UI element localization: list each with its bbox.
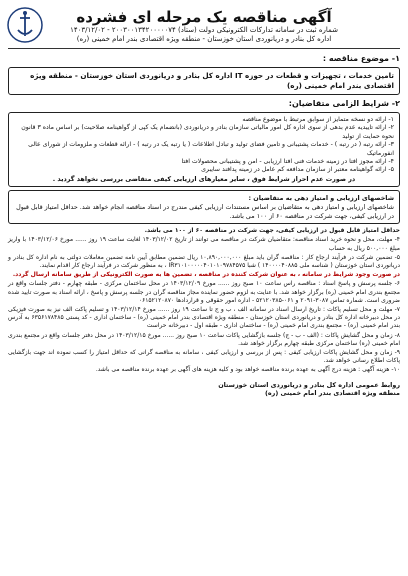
signature-line1: روابط عمومی اداره کل بنادر و دریانوردی استان خوزستان xyxy=(218,380,400,389)
paragraph-documents: ۴- مهلت، محل و نحوه خرید اسناد مناقصه: متقاضیان شرکت در مناقصه می توانند از تاریخ ۱۴۰۳/۱۲/۰۲ لغایت ساعت ۱۹ روز ...... مورخ ۱۴۰۳/۱۲/۰۶ با واریز مبلغ ۵۰۰,۰۰۰ ریال به حساب xyxy=(8,236,400,252)
signature-line2: منطقه ویژه اقتصادی بندر امام خمینی (ره) xyxy=(264,389,400,398)
organization-line: اداره کل بنادر و دریانوردی استان خوزستان - منطقه ویژه اقتصادی بندر امام خمینی (ره) xyxy=(76,35,332,43)
subject-box xyxy=(8,67,400,95)
evaluation-box xyxy=(8,190,400,224)
section2-heading: ۲- شرایط الزامی متقاضیان: xyxy=(288,99,400,108)
subject-text: تامین خدمات ، تجهیزات و قطعات در حوزه IT اداره کل بنادر و دریانوردی استان خوزستان - منطقه ویژه اقتصادی بندر امام خمینی (ره) xyxy=(30,71,394,90)
requirement-item: ۴- ارائه مجوز افتا در زمینه خدمات فنی افتا ارزیابی - امن و پشتیبانی محصولات افتا xyxy=(181,158,394,166)
requirement-item: ۱- ارائه دو نسخه متمایز از سوابق مرتبط با موضوع مناقصه xyxy=(242,116,394,123)
ports-organization-logo-icon xyxy=(6,4,44,46)
requirement-item: ۲- ارائه تاییدیه عدم بدهی از سوی اداره کل امور مالیاتی سازمان بنادر و دریانوردی (بانضمام یک کپی از گواهینامه صلاحیت) بر اساس ماده ۳ قانون نحوه حمایت از تولید xyxy=(21,124,394,140)
requirement-item: ۵- ارائه گواهینامه معتبر از سازمان مدافعه کم عامل در زمینه پدافند سایبری xyxy=(201,166,394,174)
paragraph-guarantee-note: در صورت وجود شرایط در سامانه ، به عنوان شرکت کننده در مناقصه ، تضمین ها به صورت الکترونیکی از طریق سامانه ارسال گردد. xyxy=(12,271,400,279)
section1-heading: ۱- موضوع مناقصه : xyxy=(322,54,400,63)
evaluation-text: شاخصهای ارزیابی و امتیاز دهی به متقاضیان بر اساس مستندات ارزیابی کیفی مندرج در اسناد مناقصه انجام خواهد شد. حداقل امتیاز قابل قبول در ارزیابی کیفی، جهت شرکت در مناقصه ۶۰ از ۱۰۰ می باشد. xyxy=(16,203,394,220)
paragraph-opening: ۸- زمان و محل گشایش پاکات : (الف - ب - ج) جلسه بازگشایی پاکات ساعت ۱۰ صبح روز ...... مورخ ۱۴۰۳/۱۲/۱۵ در محل دفتر جلسات واقع در مجتمع بندری امام خمینی (ره) ساختمان مرکزی طبقه چهارم برگزار خواهد شد. xyxy=(8,331,400,347)
requirements-box xyxy=(8,112,400,187)
notice-title: آگهی مناقصه یک مرحله ای فشرده xyxy=(76,8,332,26)
paragraph-guarantee: ۵- تضمین شرکت در فرآیند ارجاع کار : مناقصه گران باید مبلغ ۱۰,۸۹۰,۰۰۰,۰۰۰ ریال تضمین مطابق آیین نامه تضمین معاملات دولتی به نام اداره کل بنادر و دریانوردی استان خوزستان ( شناسه ملی ۱۴۰۰۰۰۴۰۸۸۵ ) شبا IR۳۱۰۱۰۰۰۰۰۴۰۱۰۱۰۹۷۸۴۵۷۵ ، به منظور شرکت در فرآیند ارجاع کار اقدام نمایند. xyxy=(8,253,400,270)
paragraph-ad-cost: ۱۰- هزینه آگهی : هزینه درج آگهی به عهده برنده مناقصه خواهد بود و کلیه هزینه های آگهی بر عهده برنده مناقصه می باشد. xyxy=(95,366,400,374)
divider xyxy=(8,48,400,49)
paragraph-submission: ۷- مهلت و محل تسلیم پاکات : تاریخ ارسال اسناد در سامانه الف ، ب و ج تا ساعت ۱۹ روز ...... مورخ ۱۴۰۳/۱۲/۱۴ و تسلیم پاکت الف نیز به صورت فیزیکی در محل دبیرخانه اداره کل بنادر و دریانوردی استان خوزستان - منطقه ویژه اقتصادی بندر امام خمینی (ره) - ساختمان اداری - کد پستی ۶۳۵۶۱۷۸۴۸۵ به آدرس بندر امام خمینی (ره) - مجتمع بندری امام خمینی (ره) - ساختمان اداری - طبقه اول - دبیرخانه حراست xyxy=(8,306,401,330)
evaluation-heading: شاخصهای ارزیابی و امتیاز دهی به متقاضیان : xyxy=(248,194,394,203)
requirement-item: ۳- ارائه رتبه ( در رتبه ) - خدمات پشتیبانی و تامین فضای تولید و تبادل اطلاعات ( یا رتبه یک در رتبه ) - ارائه قطعات و ملزومات از شورای عالی انفورماتیک xyxy=(28,141,394,157)
paragraph-meeting: ۶- جلسه پرسش و پاسخ اسناد : مناقصه راس ساعت ۱۰ صبح روز ...... مورخ ۱۴۰۳/۱۲/۰۹ در محل ساختمان مرکزی - طبقه چهارم - دفتر جلسات واقع در مجتمع بندری امام خمینی (ره) برگزار خواهد شد. با عنایت به لزوم حضور نماینده مجاز مناقصه گران در جلسه پرسش و پاسخ ، ارائه اسناد به صورت تایید شده ضروری است. شماره تماس ۳۰۸۷-۲۰۹۱ و ۰۶۱-۵۲۱۲۰۳۸۵ - اداره امور حقوقی و قراردادها ۰۶۱۵۲۱۲۰۸۷۰ xyxy=(8,280,400,304)
registration-line: شماره ثبت در سامانه تدارکات الکترونیکی دولت (ستاد) ۲۰۰۳۰۰۱۳۴۲۰۰۰۰۰۷۴ - ۱۴۰۳/۱۲/۰۲ xyxy=(70,26,338,34)
min-score-line: حداقل امتیاز قابل قبول در ارزیابی کیفی، جهت شرکت در مناقصه ۶۰ از ۱۰۰ می باشد. xyxy=(144,227,400,235)
requirements-note: در صورت عدم احراز شرایط فوق ، سایر معیارهای ارزیابی کیفی متقاضی بررسی نخواهد گردید . xyxy=(52,174,356,183)
paragraph-quality-opening: ۹- زمان و محل گشایش پاکات ارزیابی کیفی : پس از بررسی و ارزیابی کیفی ، سامانه به مناقصه گرانی که حداقل امتیاز را کسب نموده اند جهت بازگشایی پاکات اطلاع رسانی خواهد شد. xyxy=(8,349,400,365)
